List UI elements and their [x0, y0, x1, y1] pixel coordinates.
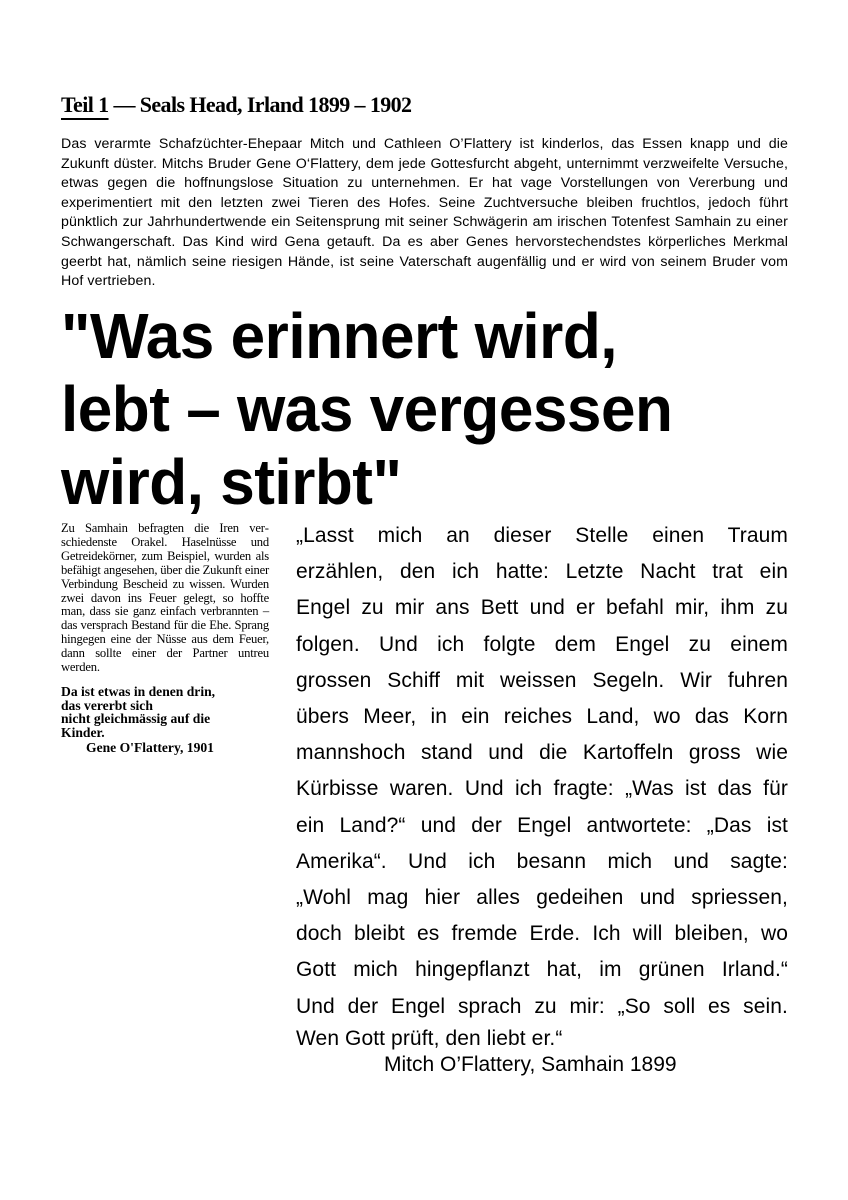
main-quote-line: „Wohl mag hier alles gedeihen und spriessen,	[296, 886, 788, 910]
section-title	[61, 92, 411, 118]
section-title-text: — Seals Head, Irland 1899 – 1902	[108, 92, 412, 117]
main-quote-line: übers Meer, in ein reiches Land, wo das Korn	[296, 705, 788, 729]
part-label: Teil 1	[61, 92, 109, 117]
main-quote-line: Kürbisse waren. Und ich fragte: „Was ist das für	[296, 777, 788, 801]
headline-line: wird, stirbt"	[61, 446, 402, 518]
main-quote-line: Und der Engel sprach zu mir: „So soll es sein.	[296, 994, 788, 1018]
main-quote-line: mannshoch stand und die Kartoffeln gross wie	[296, 741, 788, 765]
main-quote-line: doch bleibt es fremde Erde. Ich will bleiben, wo	[296, 922, 788, 946]
headline-quote	[61, 300, 821, 519]
main-quote-line: grossen Schiff mit weissen Segeln. Wir fuhren	[296, 668, 788, 692]
headline-line: "Was erinnert wird,	[61, 300, 618, 372]
sidebar-text: Zu Samhain befragten die Iren verschiedenste Orakel. Haselnüsse und Getreidekörner, zum Beispiel, wurden als befähigt angesehen, über die Zukunft einer Verbindung Bescheid zu wissen. Wurden zwei davon ins Feuer gelegt, so hoffte man, dass sie ganz einfach verbrannten – das versprach Bestand für die Ehe. Sprang hingegen eine der Nüsse aus dem Feuer, dann sollte einer der Partner untreu werden.	[61, 521, 269, 675]
main-quote-line: Engel zu mir ans Bett und er befahl mir, ihm zu	[296, 596, 788, 620]
headline-line: lebt – was vergessen	[61, 373, 673, 445]
main-quote-attribution: Mitch O’Flattery, Samhain 1899	[384, 1053, 677, 1076]
main-quote-line: Wen Gott prüft, den liebt er.“	[296, 1026, 563, 1050]
sidebar-quote-line: Da ist etwas in denen drin,	[61, 683, 216, 699]
sidebar-column	[61, 522, 269, 755]
main-quote-line: „Lasst mich an dieser Stelle einen Traum	[296, 524, 788, 547]
sidebar-quote-line: Kinder.	[61, 724, 105, 740]
main-quote-line: Amerika“. Und ich besann mich und sagte:	[296, 849, 788, 873]
main-quote-line: Gott mich hingepflanzt hat, im grünen Irland.“	[296, 958, 788, 982]
sidebar-quote	[61, 685, 269, 755]
intro-paragraph: Das verarmte Schafzüchter-Ehepaar Mitch und Cathleen O’Flattery ist kinderlos, das Essen knapp und die Zukunft düster. Mitchs Bruder Gene O‘Flattery, dem jede Gottesfurcht abgeht, unternimmt verzweifelte Versuche, etwas gegen die hoffnungslose Situation zu unternehmen. Er hat vage Vorstellungen von Vererbung und experimentiert mit den letzten zwei Tieren des Hofes. Seine Zuchtversuche bleiben fruchtlos, jedoch führt pünktlich zur Jahrhundertwende ein Seitensprung mit seiner Schwägerin am irischen Totenfest Samhain zu einer Schwangerschaft. Das Kind wird Gena getauft. Da es aber Genes hervorstechendstes körperliches Merkmal geerbt hat, nämlich seine riesigen Hände, ist seine Vaterschaft augenfällig und er wird von seinem Bruder vom Hof vertrieben.	[61, 136, 788, 290]
main-quote-line: folgen. Und ich folgte dem Engel zu einem	[296, 632, 788, 656]
sidebar-quote-line: das vererbt sich	[61, 697, 153, 713]
sidebar-quote-attribution: Gene O'Flattery, 1901	[86, 740, 214, 756]
main-quote	[296, 518, 788, 1053]
sidebar-quote-line: nicht gleichmässig auf die	[61, 711, 211, 727]
main-quote-line: ein Land?“ und der Engel antwortete: „Das ist	[296, 813, 788, 837]
main-quote-line: erzählen, den ich hatte: Letzte Nacht trat ein	[296, 560, 788, 584]
